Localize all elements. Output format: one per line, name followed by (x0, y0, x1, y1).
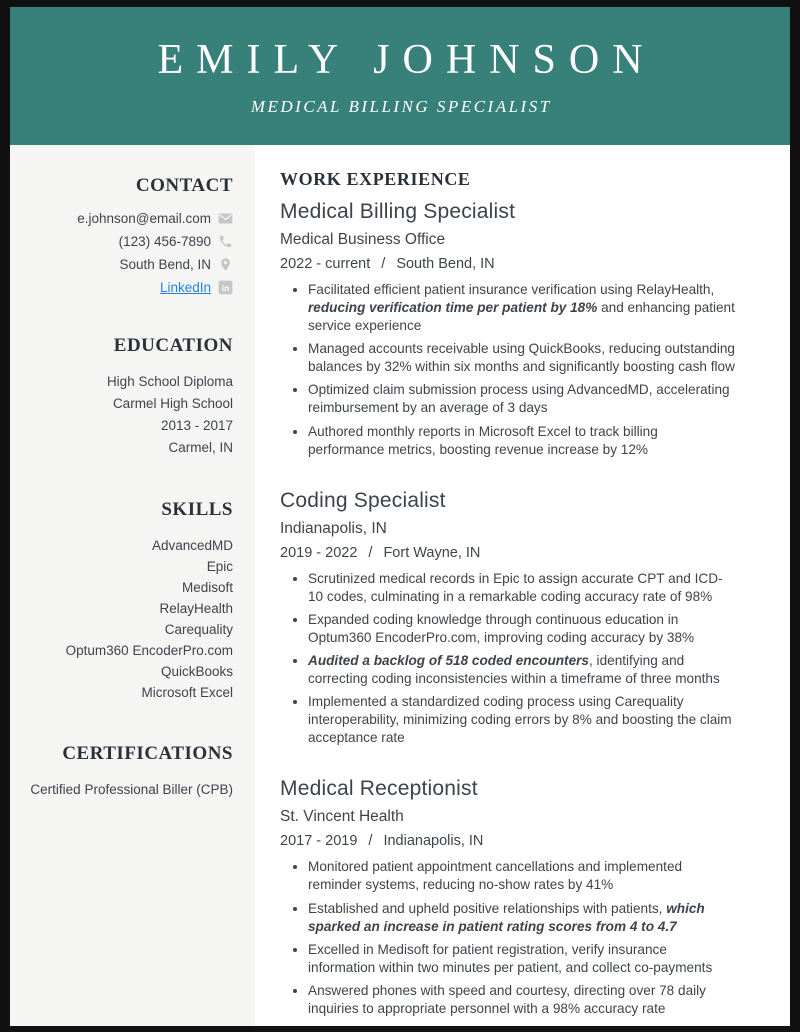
bullet-list (280, 281, 735, 459)
highlighted-phrase: Audited a backlog of 518 coded encounters (308, 653, 589, 669)
contact-item (20, 257, 233, 272)
bullet-list (280, 570, 735, 748)
bullet-text: Managed accounts receivable using QuickBooks, reducing outstanding balances by 32% within six months and significantly boosting cash flow (308, 341, 735, 375)
job-dates: 2022 - current (280, 256, 371, 272)
highlighted-phrase: reducing verification time per patient by 18% (308, 300, 598, 316)
job-dateline (280, 256, 735, 272)
job-entry (280, 200, 735, 459)
skill-item: Epic (206, 559, 233, 574)
linkedin-icon (218, 280, 233, 295)
education-line: 2013 - 2017 (160, 418, 233, 433)
main-content (255, 145, 790, 1026)
header-banner (10, 7, 790, 145)
job-dates: 2019 - 2022 (280, 544, 358, 561)
bullet-item (308, 340, 735, 376)
date-separator: / (368, 833, 373, 850)
bullet-item (308, 281, 735, 335)
education-line: Carmel High School (112, 396, 233, 411)
skill-item: Microsoft Excel (141, 685, 233, 700)
contact-item-text: e.johnson@email.com (77, 211, 211, 226)
bullet-text: Excelled in Medisoft for patient registration, verify insurance information within two minutes per patient, and collect co-payments (308, 941, 713, 975)
skills-heading: SKILLS (161, 499, 233, 520)
bullet-text: Expanded coding knowledge through continuous education in Optum360 EncoderPro.com, improving coding accuracy by 38% (308, 611, 695, 645)
job-entry (280, 489, 735, 748)
job-entry (280, 777, 735, 1018)
education-line: High School Diploma (106, 374, 233, 389)
bullet-item (308, 611, 735, 647)
job-company: St. Vincent Health (280, 808, 404, 826)
certifications-list (20, 779, 233, 801)
bullet-text: Optimized claim submission process using AdvancedMD, accelerating reimbursement by an average of 3 days (308, 382, 730, 416)
contact-heading: CONTACT (135, 175, 233, 196)
bullet-item (308, 423, 735, 459)
contact-item-text: South Bend, IN (119, 257, 211, 272)
date-separator: / (381, 256, 386, 272)
svg-text:in: in (221, 282, 230, 293)
bullet-item (308, 381, 735, 417)
education-list (20, 371, 233, 459)
contact-item (20, 234, 233, 249)
skill-item: RelayHealth (159, 601, 233, 616)
bullet-text: Monitored patient appointment cancellations and implemented reminder systems, reducing no-show rates by 41% (308, 859, 683, 893)
phone-icon (218, 234, 233, 249)
sidebar (10, 145, 255, 1026)
highlighted-phrase: which sparked an increase in patient rating scores from 4 to 4.7 (308, 900, 705, 934)
job-dateline (280, 545, 735, 561)
bullet-text: Facilitated efficient patient insurance verification using RelayHealth, (308, 282, 715, 297)
job-dateline (280, 833, 735, 849)
bullet-item (308, 982, 735, 1018)
bullet-text: Implemented a standardized coding process using Carequality interoperability, minimizing coding errors by 8% and boosting the claim acceptance rate (308, 694, 732, 746)
work-experience-heading: WORK EXPERIENCE (280, 169, 471, 189)
job-company: Medical Business Office (280, 231, 446, 248)
skills-section (20, 499, 233, 703)
bullet-list (280, 858, 735, 1018)
bullet-text: Answered phones with speed and courtesy, directing over 78 daily inquiries to appropriate personnel with a 98% accuracy rate (308, 982, 706, 1016)
location-pin-icon (218, 257, 233, 272)
bullet-text: and enhancing patient service experience (308, 300, 735, 334)
job-location: Fort Wayne, IN (383, 544, 481, 561)
person-job-title: MEDICAL BILLING SPECIALIST (250, 96, 552, 116)
envelope-icon (218, 211, 233, 226)
bullet-item (308, 900, 735, 936)
education-heading: EDUCATION (113, 335, 233, 356)
bullet-item (308, 570, 735, 606)
job-title: Coding Specialist (280, 488, 446, 512)
contact-item (20, 280, 233, 295)
linkedin-link[interactable]: LinkedIn (159, 280, 211, 295)
skill-item: Optum360 EncoderPro.com (65, 643, 233, 658)
education-line: Carmel, IN (168, 440, 233, 455)
bullet-text: Established and upheld positive relationships with patients, (308, 900, 667, 916)
skill-item: QuickBooks (160, 664, 233, 679)
job-dates: 2017 - 2019 (280, 833, 358, 850)
contact-list (20, 211, 233, 295)
bullet-text: , identifying and correcting coding inconsistencies within a timeframe of three months (308, 653, 720, 687)
contact-section (20, 175, 233, 295)
bullet-item (308, 652, 735, 688)
date-separator: / (368, 544, 373, 561)
job-title: Medical Billing Specialist (280, 200, 516, 223)
job-list (280, 200, 735, 1018)
bullet-item (308, 858, 735, 894)
bullet-text: Scrutinized medical records in Epic to assign accurate CPT and ICD-10 codes, culminating in a remarkable coding accuracy rate of 98% (308, 570, 723, 604)
person-name: EMILY JOHNSON (157, 36, 656, 83)
content-area (10, 145, 790, 1026)
contact-item-text: (123) 456-7890 (118, 234, 211, 249)
skill-item: AdvancedMD (151, 538, 233, 553)
certifications-heading: CERTIFICATIONS (62, 743, 233, 764)
certification-item: Certified Professional Biller (CPB) (30, 782, 233, 797)
job-location: South Bend, IN (396, 256, 495, 272)
skill-item: Carequality (164, 622, 233, 637)
bullet-text: Authored monthly reports in Microsoft Excel to track billing performance metrics, boosting revenue increase by 12% (308, 423, 658, 457)
skills-list (20, 535, 233, 703)
bullet-item (308, 941, 735, 977)
job-location: Indianapolis, IN (383, 833, 484, 850)
certifications-section (20, 743, 233, 801)
job-title: Medical Receptionist (280, 777, 478, 801)
job-company: Indianapolis, IN (280, 519, 387, 537)
contact-item (20, 211, 233, 226)
bullet-item (308, 693, 735, 747)
skill-item: Medisoft (181, 580, 233, 595)
education-section (20, 335, 233, 459)
